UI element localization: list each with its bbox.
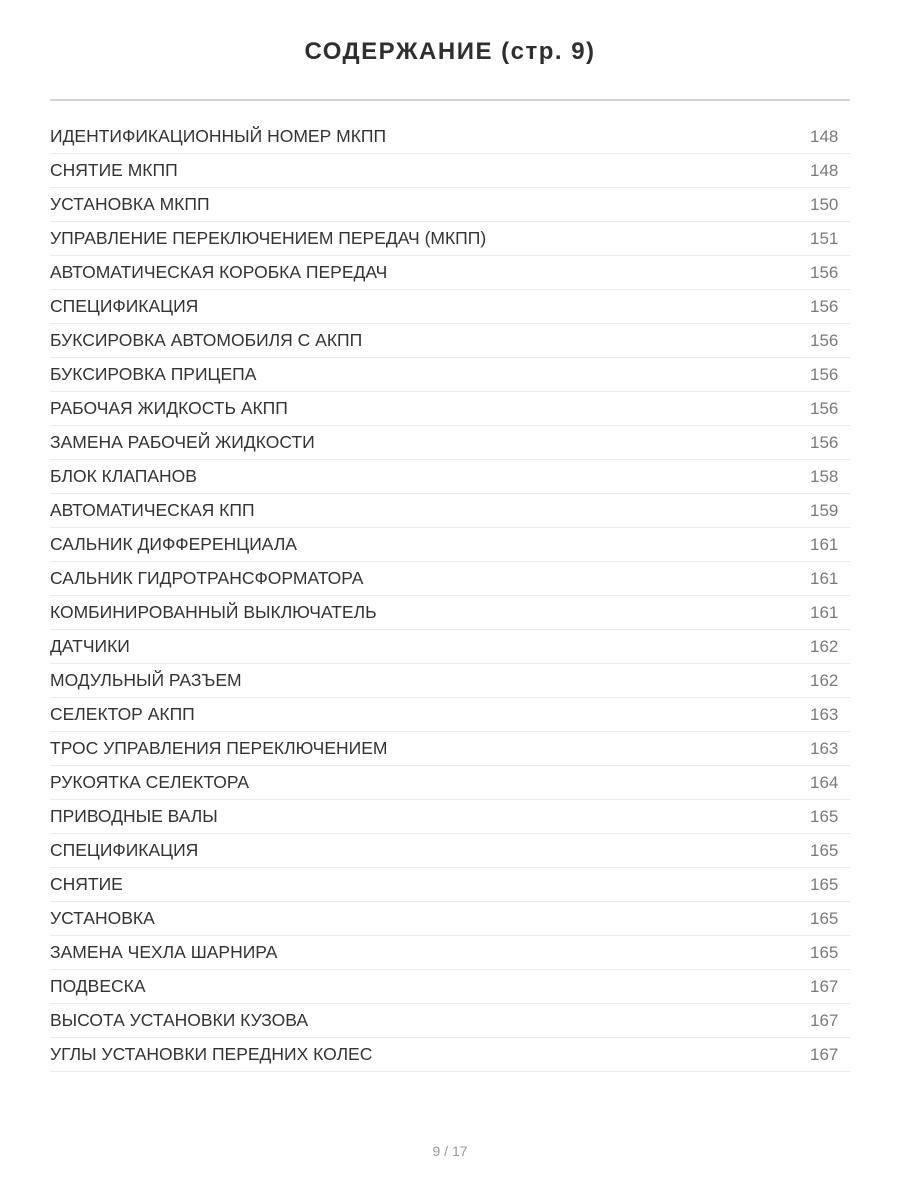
toc-entry-page-number: 161 (810, 534, 839, 554)
toc-entry-page-number: 165 (810, 908, 839, 928)
toc-entry-page-number: 163 (810, 704, 839, 724)
toc-entry[interactable] (50, 358, 850, 392)
toc-entry-page-number: 165 (810, 806, 839, 826)
toc-entry-label: САЛЬНИК ГИДРОТРАНСФОРМАТОРА (50, 568, 364, 588)
toc-entry-label: ВЫСОТА УСТАНОВКИ КУЗОВА (50, 1010, 309, 1030)
toc-entry-label: ИДЕНТИФИКАЦИОННЫЙ НОМЕР МКПП (50, 126, 387, 146)
toc-entry[interactable] (50, 154, 850, 188)
toc-entry[interactable] (50, 834, 850, 868)
toc-entry-label: БЛОК КЛАПАНОВ (50, 466, 197, 486)
toc-entry-page-number: 148 (810, 126, 839, 146)
toc-entry-label: СПЕЦИФИКАЦИЯ (50, 296, 199, 316)
toc-entry-label: ТРОС УПРАВЛЕНИЯ ПЕРЕКЛЮЧЕНИЕМ (50, 738, 388, 758)
toc-entry[interactable] (50, 324, 850, 358)
toc-entry-page-number: 156 (810, 364, 839, 384)
toc-entry[interactable] (50, 732, 850, 766)
toc-entry[interactable] (50, 1038, 850, 1072)
toc-entry-label: ДАТЧИКИ (50, 636, 130, 656)
toc-entry[interactable] (50, 426, 850, 460)
toc-entry-page-number: 164 (810, 772, 839, 792)
toc-entry[interactable] (50, 902, 850, 936)
toc-entry-page-number: 158 (810, 466, 839, 486)
toc-entry-page-number: 165 (810, 874, 839, 894)
toc-entry-label: БУКСИРОВКА ПРИЦЕПА (50, 364, 257, 384)
toc-entry[interactable] (50, 698, 850, 732)
toc-entry-label: СЕЛЕКТОР АКПП (50, 704, 195, 724)
toc-entry-page-number: 148 (810, 160, 839, 180)
toc-entry[interactable] (50, 596, 850, 630)
toc-entry-label: КОМБИНИРОВАННЫЙ ВЫКЛЮЧАТЕЛЬ (50, 602, 377, 622)
toc-entry-label: МОДУЛЬНЫЙ РАЗЪЕМ (50, 670, 242, 690)
toc-entry[interactable] (50, 562, 850, 596)
toc-entry[interactable] (50, 970, 850, 1004)
toc-entry-page-number: 163 (810, 738, 839, 758)
toc-entry[interactable] (50, 460, 850, 494)
toc-entry-page-number: 156 (810, 262, 839, 282)
toc-entry[interactable] (50, 936, 850, 970)
toc-entry-page-number: 156 (810, 398, 839, 418)
toc-entry[interactable] (50, 528, 850, 562)
toc-entry-page-number: 161 (810, 602, 839, 622)
toc-entry-label: ПОДВЕСКА (50, 976, 146, 996)
toc-entry[interactable] (50, 222, 850, 256)
toc-entry-page-number: 156 (810, 330, 839, 350)
toc-entry-label: СНЯТИЕ (50, 874, 123, 894)
toc-entry[interactable] (50, 664, 850, 698)
toc-entry-label: АВТОМАТИЧЕСКАЯ КПП (50, 500, 255, 520)
toc-entry-page-number: 159 (810, 500, 839, 520)
toc-entry-page-number: 167 (810, 1044, 839, 1064)
toc-entry[interactable] (50, 256, 850, 290)
toc-entry-page-number: 167 (810, 1010, 839, 1030)
toc-entry-label: УГЛЫ УСТАНОВКИ ПЕРЕДНИХ КОЛЕС (50, 1044, 373, 1064)
toc-entry-label: СНЯТИЕ МКПП (50, 160, 178, 180)
page-title: СОДЕРЖАНИЕ (стр. 9) (304, 38, 596, 65)
toc-entry-page-number: 151 (810, 228, 839, 248)
toc-entry[interactable] (50, 392, 850, 426)
toc-entry[interactable] (50, 188, 850, 222)
toc-entry-label: АВТОМАТИЧЕСКАЯ КОРОБКА ПЕРЕДАЧ (50, 262, 388, 282)
toc-entry-label: РУКОЯТКА СЕЛЕКТОРА (50, 772, 250, 792)
toc-entry[interactable] (50, 766, 850, 800)
toc-entry-page-number: 150 (810, 194, 839, 214)
toc-entry-page-number: 156 (810, 432, 839, 452)
toc-list (50, 120, 850, 1072)
toc-entry-page-number: 162 (810, 636, 839, 656)
toc-entry[interactable] (50, 494, 850, 528)
title-divider (50, 99, 850, 101)
toc-entry-label: ПРИВОДНЫЕ ВАЛЫ (50, 806, 218, 826)
toc-entry[interactable] (50, 868, 850, 902)
toc-entry-label: ЗАМЕНА РАБОЧЕЙ ЖИДКОСТИ (50, 432, 315, 452)
toc-entry-label: УСТАНОВКА МКПП (50, 194, 210, 214)
toc-entry-label: РАБОЧАЯ ЖИДКОСТЬ АКПП (50, 398, 288, 418)
toc-entry-label: САЛЬНИК ДИФФЕРЕНЦИАЛА (50, 534, 297, 554)
page-counter: 9 / 17 (432, 1143, 468, 1159)
toc-entry[interactable] (50, 630, 850, 664)
toc-entry-page-number: 156 (810, 296, 839, 316)
toc-entry-page-number: 161 (810, 568, 839, 588)
toc-entry[interactable] (50, 290, 850, 324)
toc-entry-page-number: 165 (810, 840, 839, 860)
toc-entry[interactable] (50, 800, 850, 834)
toc-entry-label: БУКСИРОВКА АВТОМОБИЛЯ С АКПП (50, 330, 363, 350)
toc-entry[interactable] (50, 120, 850, 154)
toc-entry-label: УПРАВЛЕНИЕ ПЕРЕКЛЮЧЕНИЕМ ПЕРЕДАЧ (МКПП) (50, 228, 487, 248)
toc-entry[interactable] (50, 1004, 850, 1038)
toc-entry-page-number: 162 (810, 670, 839, 690)
toc-entry-page-number: 165 (810, 942, 839, 962)
toc-entry-label: УСТАНОВКА (50, 908, 155, 928)
toc-entry-page-number: 167 (810, 976, 839, 996)
toc-entry-label: СПЕЦИФИКАЦИЯ (50, 840, 199, 860)
toc-entry-label: ЗАМЕНА ЧЕХЛА ШАРНИРА (50, 942, 278, 962)
